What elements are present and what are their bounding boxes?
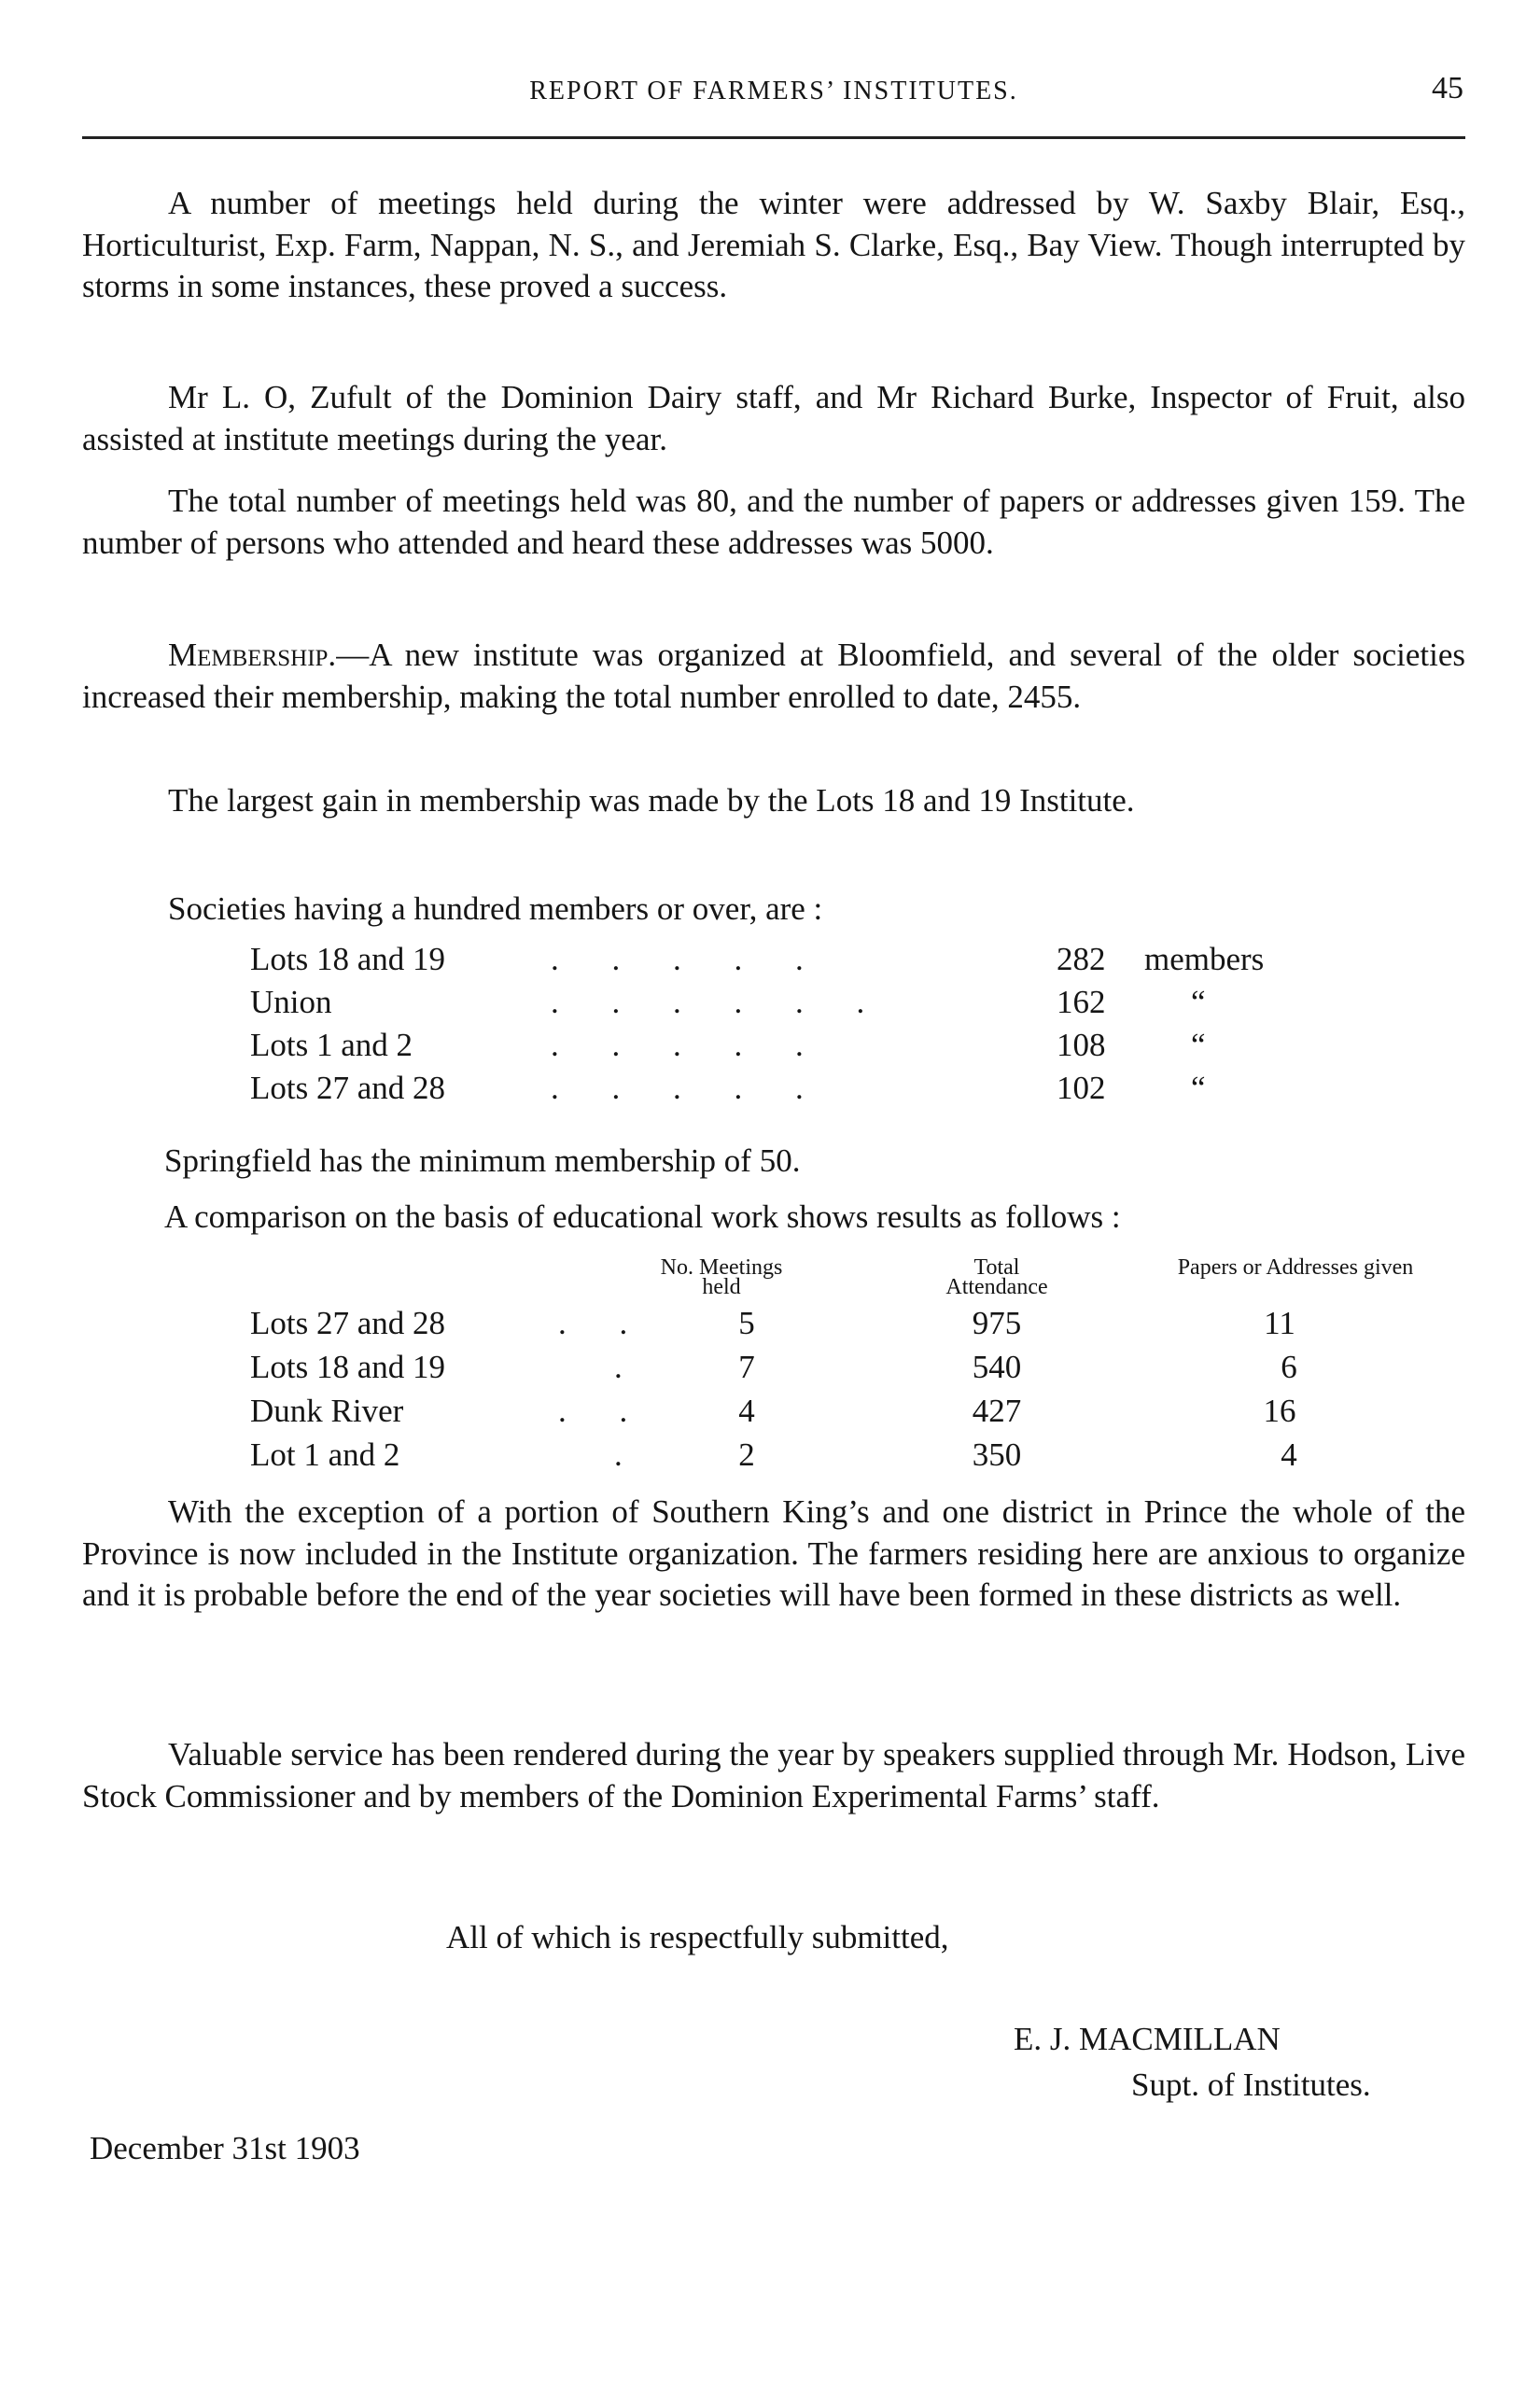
membership-list (250, 941, 1370, 1113)
institute-name: Lot 1 and 2 (250, 1436, 400, 1473)
attendance-value: 540 (972, 1349, 1022, 1385)
table-header (250, 1255, 1463, 1305)
institute-name: Dunk River (250, 1393, 404, 1429)
paragraph-largest-gain: The largest gain in membership was made by the Lots 18 and 19 Institute. (168, 782, 1135, 819)
leader-dots: . . . . . . (551, 984, 888, 1020)
member-count: 282 (1057, 941, 1106, 977)
leader-dots: . . . . . (551, 941, 826, 977)
list-item (250, 1027, 1370, 1070)
attendance-value: 350 (972, 1436, 1022, 1473)
attendance-value: 975 (972, 1305, 1022, 1341)
header-papers: Papers or Addresses given (1177, 1255, 1414, 1280)
attendance-value: 427 (972, 1393, 1022, 1429)
list-item (250, 984, 1370, 1027)
membership-body: —A new institute was organized at Bloomfield, and several of the older societies increased their membership, making the total number enrolled to date, 2455. (82, 637, 1465, 715)
membership-heading: Membership. (168, 637, 337, 673)
member-unit: members (1144, 941, 1265, 977)
header-rule (82, 136, 1465, 139)
meetings-value: 4 (738, 1393, 755, 1429)
signatory-title: Supt. of Institutes. (1131, 2067, 1371, 2103)
page-number: 45 (1432, 71, 1463, 105)
ditto-mark: “ (1191, 984, 1206, 1020)
paragraph-coverage: With the exception of a portion of Southern King’s and one district in Prince the whole of the Province is now included in the Institute organization. The farmers residing here are anxious to organize and it is probable before the end of the year societies will have been formed in these districts as well. (82, 1493, 1465, 1613)
member-count: 162 (1057, 984, 1106, 1020)
header-meetings: No. Meetings held (660, 1255, 783, 1299)
table-row (250, 1393, 1463, 1436)
paragraph-totals: The total number of meetings held was 80, and the number of papers or addresses given 159. The number of persons who attended and heard these addresses was 5000. (82, 483, 1465, 561)
society-name: Union (250, 984, 332, 1020)
report-date: December 31st 1903 (90, 2130, 360, 2166)
paragraph-membership (82, 635, 1465, 718)
society-name: Lots 18 and 19 (250, 941, 446, 977)
leader-dots: . (614, 1436, 645, 1473)
member-count: 102 (1057, 1070, 1106, 1106)
signatory-name: E. J. MACMILLAN (1014, 2021, 1281, 2057)
list-item (250, 1070, 1370, 1113)
papers-value: 11 (1264, 1305, 1295, 1341)
paragraph-service: Valuable service has been rendered during the year by speakers supplied through Mr. Hodson, Live Stock Commissioner and by members of the Dominion Experimental Farms’ staff. (82, 1736, 1465, 1815)
leader-dots: . . (558, 1305, 651, 1341)
society-name: Lots 1 and 2 (250, 1027, 413, 1063)
page-header (82, 65, 1465, 121)
table-row (250, 1436, 1463, 1480)
running-title: REPORT OF FARMERS’ INSTITUTES. (529, 77, 1018, 105)
leader-dots: . . . . . (551, 1027, 826, 1063)
ditto-mark: “ (1191, 1070, 1206, 1106)
society-name: Lots 27 and 28 (250, 1070, 446, 1106)
comparison-table (250, 1255, 1463, 1480)
papers-value: 4 (1281, 1436, 1297, 1473)
meetings-value: 2 (738, 1436, 755, 1473)
papers-value: 6 (1281, 1349, 1297, 1385)
table-row (250, 1305, 1463, 1349)
leader-dots: . . (558, 1393, 651, 1429)
ditto-mark: “ (1191, 1027, 1206, 1063)
paragraph-comparison-intro: A comparison on the basis of educational work shows results as follows : (164, 1198, 1121, 1235)
institute-name: Lots 27 and 28 (250, 1305, 446, 1341)
paragraph-societies-intro: Societies having a hundred members or over, are : (168, 890, 823, 927)
leader-dots: . . . . . (551, 1070, 826, 1106)
papers-value: 16 (1263, 1393, 1296, 1429)
institute-name: Lots 18 and 19 (250, 1349, 446, 1385)
member-count: 108 (1057, 1027, 1106, 1063)
paragraph-minimum: Springfield has the minimum membership of 50. (164, 1142, 801, 1179)
paragraph-assistants: Mr L. O, Zufult of the Dominion Dairy staff, and Mr Richard Burke, Inspector of Fruit, also assisted at institute meetings during the year. (82, 379, 1465, 457)
leader-dots: . (614, 1349, 645, 1385)
paragraph-speakers: A number of meetings held during the winter were addressed by W. Saxby Blair, Esq., Horticulturist, Exp. Farm, Nappan, N. S., and Jeremiah S. Clarke, Esq., Bay View. Though interrupted by storms in some instances, these proved a success. (82, 185, 1465, 304)
meetings-value: 5 (738, 1305, 755, 1341)
table-row (250, 1349, 1463, 1393)
list-item (250, 941, 1370, 984)
meetings-value: 7 (738, 1349, 755, 1385)
closing-line: All of which is respectfully submitted, (446, 1919, 949, 1955)
header-attendance: Total Attendance (945, 1255, 1048, 1299)
